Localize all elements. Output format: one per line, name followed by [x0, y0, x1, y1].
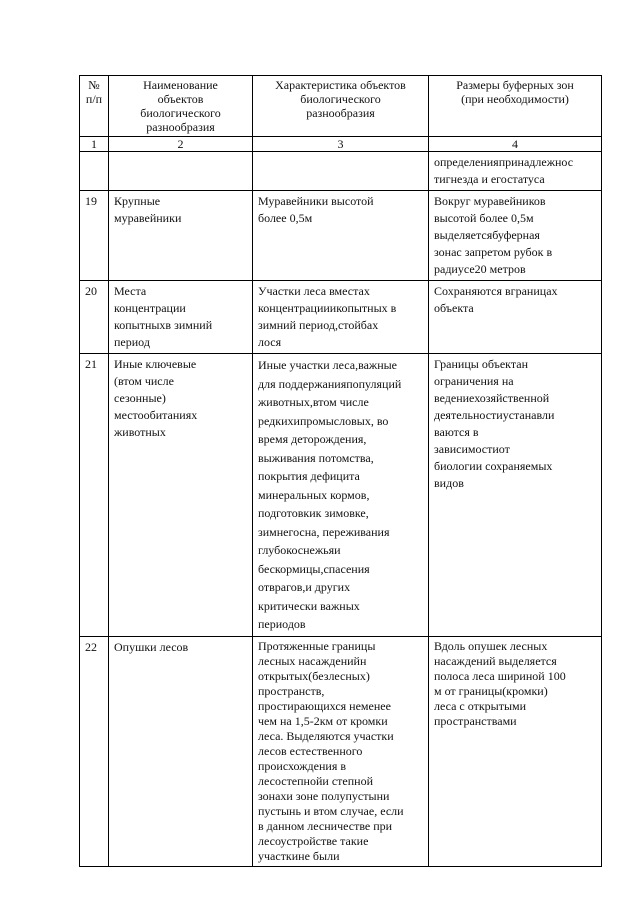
row-characteristic: Муравейники высотой более 0,5м: [253, 191, 429, 281]
row-name: Места концентрации копытныхв зимний период: [109, 281, 253, 354]
biodiversity-table: [79, 75, 602, 867]
row-name: Иные ключевые (втом числе сезонные) местообитаниях животных: [109, 354, 253, 637]
row-num: 19: [80, 191, 109, 281]
row-buffer: Вдоль опушек лесных насаждений выделяется полоса леса шириной 100 м от границы(кромки) леса с открытыми пространствами: [429, 636, 602, 866]
row-characteristic: Протяженные границы лесных насажденийн открытых(безлесных) пространств, простирающихся неменее чем на 1,5-2км от кромки леса. Выделяются участки лесов естественного происхождения в лесостепнойи степной зонахи зоне полупустыни пустынь и втом случае, если в данном лесничестве при лесоустройстве такие участкине были: [253, 636, 429, 866]
row-name: Крупные муравейники: [109, 191, 253, 281]
continuation-buffer: определенияпринадлежнос тигнезда и егостатуса: [429, 152, 602, 191]
column-number: 1: [80, 137, 109, 152]
table-row: [80, 636, 602, 866]
header-num: № п/п: [80, 76, 109, 137]
row-num: 22: [80, 636, 109, 866]
column-number: 4: [429, 137, 602, 152]
header-buffer: Размеры буферных зон (при необходимости): [429, 76, 602, 137]
continuation-name: [109, 152, 253, 191]
row-buffer: Сохраняются вграницах объекта: [429, 281, 602, 354]
header-name: Наименование объектов биологического разнообразия: [109, 76, 253, 137]
table-row: [80, 191, 602, 281]
row-num: 21: [80, 354, 109, 637]
column-number: 3: [253, 137, 429, 152]
continuation-num: [80, 152, 109, 191]
row-name: Опушки лесов: [109, 636, 253, 866]
row-characteristic: Участки леса вместах концентрацииикопытных в зимний период,стойбах лося: [253, 281, 429, 354]
table-row: [80, 354, 602, 637]
row-characteristic: Иные участки леса,важные для поддержанияпопуляций животных,втом числе редкихипромысловых, во время деторождения, выживания потомства, покрытия дефицита минеральных кормов, подготовкик зимовке, зимнегосна, переживания глубокоснежьяи бескормицы,спасения отврагов,и других критически важных периодов: [253, 354, 429, 637]
table-row: [80, 281, 602, 354]
row-buffer: Вокруг муравейников высотой более 0,5м выделяетсябуферная зонас запретом рубок в радиусе20 метров: [429, 191, 602, 281]
row-buffer: Границы объектан ограничения на ведениехозяйственной деятельностиустанавли ваются в зависимостиот биологии сохраняемых видов: [429, 354, 602, 637]
continuation-row: [80, 152, 602, 191]
continuation-characteristic: [253, 152, 429, 191]
row-num: 20: [80, 281, 109, 354]
table-header-row: [80, 76, 602, 137]
header-characteristic: Характеристика объектов биологического разнообразия: [253, 76, 429, 137]
column-number: 2: [109, 137, 253, 152]
column-numbers-row: [80, 137, 602, 152]
